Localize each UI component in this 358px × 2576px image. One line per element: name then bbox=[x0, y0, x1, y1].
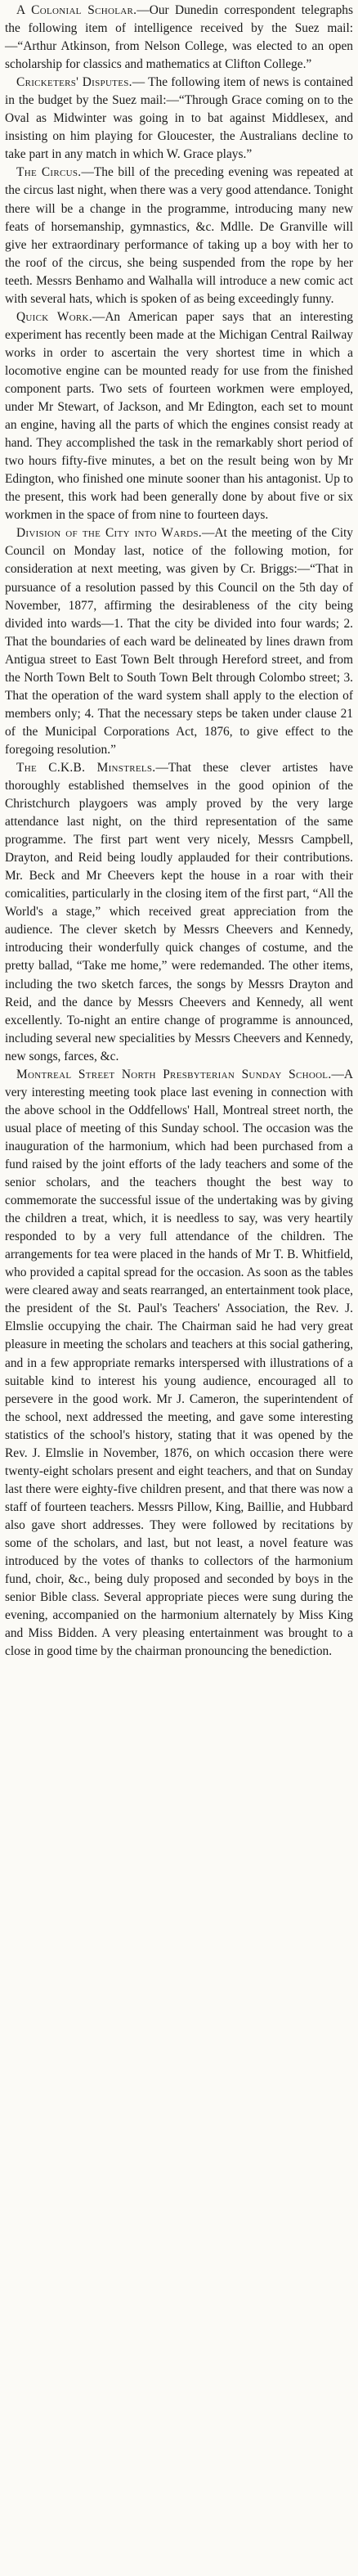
article-body: —That these clever artistes have thoroughly established themselves in the good opinion of the Christchurch playgoers was amply proved by the very large attendance last night, on the third representation of the same programme. The first part went very nicely, Messrs Campbell, Drayton, and Reid being loudly applauded for their contributions. Mr. Beck and Mr Cheevers kept the house in a roar with their comicalities, particularly in the closing item of the first part, “All the World's a stage,” which received great appreciation from the audience. The clever sketch by Messrs Cheevers and Kennedy, introducing their wonderfully quick changes of costume, and the pretty ballad, “Take me home,” were redemanded. The other items, including the two sketch farces, the songs by Messrs Drayton and Reid, and the dance by Messrs Cheevers and Kennedy, all went excellently. To-night an entire change of programme is announced, including several new specialities by Messrs Cheevers and Kennedy, new songs, farces, &c. bbox=[5, 760, 353, 1063]
article-ckb-minstrels bbox=[5, 759, 353, 1066]
article-sunday-school bbox=[5, 1066, 353, 1661]
article-headline: Quick Work. bbox=[16, 309, 92, 324]
article-the-circus bbox=[5, 164, 353, 308]
article-headline: The Circus. bbox=[16, 165, 82, 180]
article-headline: Cricketers' Disputes. bbox=[16, 75, 132, 90]
article-body: — The following item of news is contained in the budget by the Suez mail:—“Through Grace coming on to the Oval as Midwinter was going in to bat against Middlesex, and insisting on him playing for Gloucester, the Australians decline to take part in any match in which W. Grace plays.” bbox=[5, 75, 353, 162]
article-body: —At the meeting of the City Council on Monday last, notice of the following motion, for consideration at next meeting, was given by Cr. Briggs:—“That in pursuance of a resolution passed by this Council on the 5th day of November, 1877, affirming the desirableness of the city being divided into wards—1. That the city be divided into four wards; 2. That the boundaries of each ward be delineated by lines drawn from Antigua street to East Town Belt through Hereford street, and from the North Town Belt to South Town Belt through Colombo street; 3. That the operation of the ward system shall apply to the election of members only; 4. That the necessary steps be taken under clause 21 of the Municipal Corporations Act, 1876, to give effect to the foregoing resolution.” bbox=[5, 526, 353, 757]
article-city-wards bbox=[5, 524, 353, 759]
article-headline: Montreal Street North Presbyterian Sunday School. bbox=[16, 1067, 332, 1081]
article-cricketers-disputes bbox=[5, 74, 353, 164]
article-headline: A Colonial Scholar. bbox=[16, 3, 137, 17]
article-colonial-scholar bbox=[5, 2, 353, 74]
article-headline: The C.K.B. Minstrels. bbox=[16, 760, 156, 775]
article-quick-work bbox=[5, 308, 353, 525]
article-body: —An American paper says that an interesting experiment has recently been made at the Michigan Central Railway works in order to ascertain the very shortest time in which a locomotive engine can be mounted ready for use from the finished component parts. Two sets of fourteen workmen were employed, under Mr Stewart, of Jackson, and Mr Edington, each set to mount an engine, having all the parts of which the engines consist ready at hand. They accomplished the task in the remarkably short period of two hours fifty-five minutes, a bet on the result being won by Mr Edington, who finished one minute sooner than his antagonist. Up to the present, this work had been generally done by about five or six workmen in the space of from nine to fourteen days. bbox=[5, 309, 353, 523]
article-body: —The bill of the preceding evening was repeated at the circus last night, when there was a very good attendance. Tonight there will be a change in the programme, introducing many new feats of horsemanship, gymnastics, &c. Mdlle. De Granville will give her extraordinary performance of taking up a boy with her to the roof of the circus, she being suspended from the rope by her teeth. Messrs Benhamo and Walhalla will introduce a new comic act with several hats, which is spoken of as being exceedingly funny. bbox=[5, 165, 353, 306]
article-headline: Division of the City into Wards. bbox=[16, 526, 202, 541]
article-body: —Our Dunedin correspondent telegraphs the following item of intelligence received by the Suez mail:—“Arthur Atkinson, from Nelson College, was elected to an open scholarship for classics and mathematics at Clifton College.” bbox=[5, 3, 353, 72]
article-body: —A very interesting meeting took place last evening in connection with the above school in the Oddfellows' Hall, Montreal street north, the usual place of meeting of this Sunday school. The occasion was the inauguration of the harmonium, which had been purchased from a fund raised by the joint efforts of the lady teachers and some of the senior scholars, and the teachers thought the best way to commemorate the successful issue of the undertaking was by giving the children a treat, which, it is needless to say, was very heartily responded to by a very full attendance of the children. The arrangements for tea were placed in the hands of Mr T. B. Whitfield, who provided a capital spread for the occasion. As soon as the tables were cleared away and seats rearranged, an entertainment took place, the president of the St. Paul's Teachers' Association, the Rev. J. Elmslie occupying the chair. The Chairman said he had very great pleasure in meeting the scholars and teachers at this social gathering, and in a few appropriate remarks interspersed with illustrations of a suitable kind to interest his young audience, encouraged all to persevere in the good work. Mr J. Cameron, the superintendent of the school, next addressed the meeting, and gave some interesting statistics of the school's history, stating that it was opened by the Rev. J. Elmslie in November, 1876, on which occasion there were twenty-eight scholars present and eight teachers, and that on Sunday last there were eighty-five children present, and that there was now a staff of fourteen teachers. Messrs Pillow, King, Baillie, and Hubbard also gave short addresses. They were followed by recitations by some of the scholars, and last, but not least, a novel feature was introduced by the votes of thanks to collectors of the harmonium fund, choir, &c., being duly proposed and seconded by boys in the senior Bible class. Several appropriate pieces were sung during the evening, accompanied on the harmonium alternately by Miss King and Miss Bidden. A very pleasing entertainment was brought to a close in good time by the chairman pronouncing the benediction. bbox=[5, 1067, 354, 1659]
